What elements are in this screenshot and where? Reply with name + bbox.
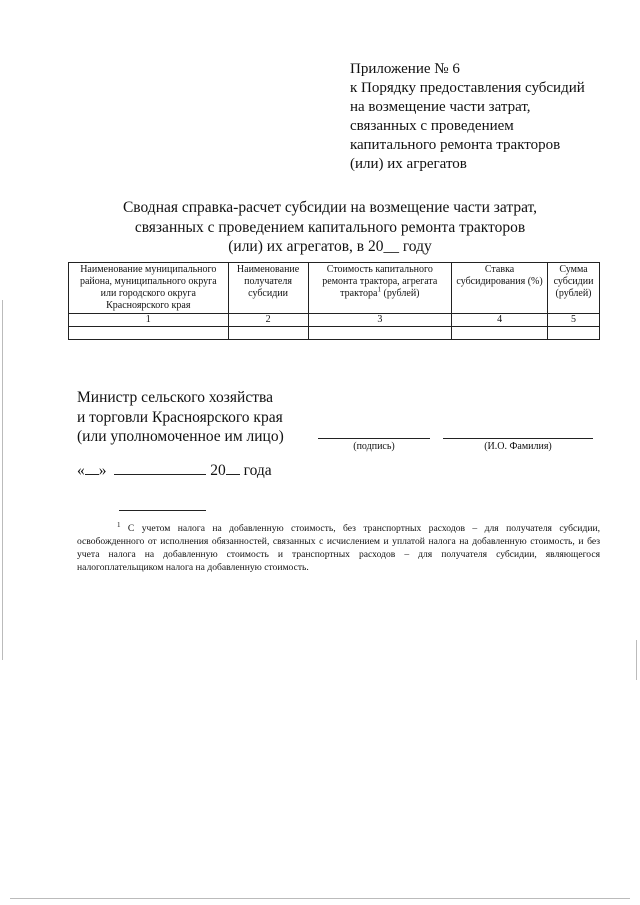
table-cell [228, 327, 308, 340]
name-caption: (И.О. Фамилия) [484, 441, 552, 452]
column-number: 5 [548, 314, 600, 327]
column-number: 3 [308, 314, 452, 327]
column-number: 2 [228, 314, 308, 327]
header-amount: Сумма субсидии (рублей) [548, 263, 600, 314]
footnote [77, 522, 600, 574]
table-header-row [69, 263, 600, 314]
name-line [443, 438, 593, 439]
scan-edge-left [2, 300, 3, 660]
table-cell [308, 327, 452, 340]
header-rate: Ставка субсидирования (%) [452, 263, 548, 314]
footnote-separator [119, 510, 206, 511]
signatory-line: (или уполномоченное им лицо) [77, 428, 284, 445]
signatory-block [77, 388, 284, 447]
scan-edge-bottom [10, 898, 630, 899]
scan-edge-right [636, 640, 637, 680]
footnote-ref: 1 [377, 285, 381, 294]
date-line [77, 462, 272, 480]
table-cell [452, 327, 548, 340]
appendix-line: капитального ремонта тракторов [350, 137, 561, 153]
header-municipality: Наименование муниципального района, муниципального округа или городского округа Красноярского края [69, 263, 229, 314]
table-row [69, 327, 600, 340]
table-cell [69, 327, 229, 340]
date-close-quote: » [98, 462, 107, 479]
title-line: связанных с проведением капитального ремонта тракторов [134, 218, 526, 236]
signature-line [318, 438, 430, 439]
year-prefix: 20 [210, 462, 226, 479]
appendix-header [350, 60, 630, 174]
table-number-row [69, 314, 600, 327]
footnote-marker: 1 [117, 520, 121, 529]
signature-caption: (подпись) [353, 441, 395, 452]
column-number: 4 [452, 314, 548, 327]
appendix-line: на возмещение части затрат, [350, 99, 531, 115]
title-line: (или) их агрегатов, в 20__ году [228, 238, 432, 255]
title-line: Сводная справка-расчет субсидии на возмещение части затрат, [122, 199, 538, 216]
header-repair-cost-text: Стоимость капитального ремонта трактора, агрегата трактора [322, 264, 438, 299]
signatory-line: Министр сельского хозяйства [77, 389, 273, 406]
header-repair-cost [308, 263, 452, 314]
day-blank [85, 474, 99, 475]
document-title [60, 198, 600, 257]
column-number: 1 [69, 314, 229, 327]
appendix-line: к Порядку предоставления субсидий [350, 80, 585, 96]
calculation-table [68, 262, 600, 340]
appendix-line: Приложение № 6 [350, 61, 460, 77]
year-blank [226, 474, 240, 475]
footnote-text: С учетом налога на добавленную стоимость, без транспортных расходов – для получателя субсидии, освобожденного от исполнения обязанностей, связанных с исчислением и уплатой налога на добавленную стоимость, и без учета налога на добавленную стоимость и транспортных расходов – для получателя субсидии, являющегося налогоплательщиком налога на добавленную стоимость. [77, 523, 600, 573]
header-repair-cost-unit: (рублей) [380, 288, 420, 299]
date-open-quote: « [77, 462, 85, 479]
month-blank [114, 474, 206, 475]
appendix-line: связанных с проведением [350, 118, 514, 134]
signatory-line: и торговли Красноярского края [77, 408, 283, 426]
appendix-line: (или) их агрегатов [350, 156, 467, 172]
table-cell [548, 327, 600, 340]
year-suffix: года [243, 462, 272, 479]
header-recipient: Наименование получателя субсидии [228, 263, 308, 314]
